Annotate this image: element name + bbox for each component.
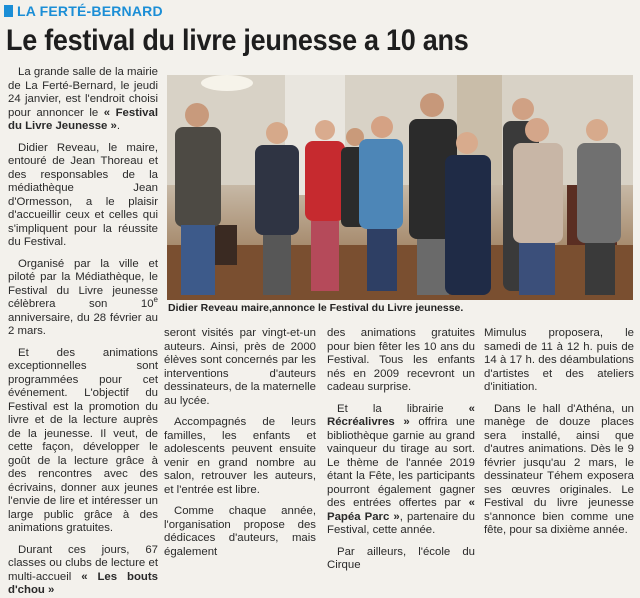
- people-illustration: [167, 75, 633, 300]
- paragraph: des animations gratuites pour bien fêter les 10 ans du Festival. Tous les enfants nés en 2009 recevront un cadeau surprise.: [327, 327, 475, 393]
- paragraph: Comme chaque année, l'organisation propose des dédicaces d'auteurs, mais également: [164, 505, 316, 558]
- article-column-2: [164, 327, 316, 558]
- headline: Le festival du livre jeunesse a 10 ans: [6, 24, 469, 57]
- paragraph: seront visités par vingt-et-un auteurs. Ainsi, près de 2000 élèves sont concernés par les interventions d'auteurs dessinateurs, de la maternelle au lycée.: [164, 327, 316, 407]
- show-through-left: [450, 4, 453, 16]
- paragraph: Didier Reveau, le maire, entouré de Jean Thoreau et des responsables de la médiathèque Jean d'Ormesson, a le plaisir d'accueillir ceux et celles qui s'impliquent pour la réussite du Festival.: [8, 141, 158, 248]
- paragraph: Par ailleurs, l'école du Cirque: [327, 545, 475, 571]
- paragraph: Dans le hall d'Athéna, un manège de douze places sera installé, ainsi que d'autres animations. Dès le 9 février jusqu'au 2 mars, le dessinateur Téhem exposera ses œuvres originales. Le Festival du livre jeunesse s'annonce bien comme une fête, pour sa dixième année.: [484, 402, 634, 536]
- paragraph: Et la librairie « Récréalivres » offrira une bibliothèque garnie au grand vainqueur du tirage au sort. Le thème de l'année 2019 étant la Fête, les participants pourront également gagner des entrées offertes par « Papéa Parc », partenaire du Festival, cette année.: [327, 402, 475, 536]
- paragraph: La grande salle de la mairie de La Ferté-Bernard, le jeudi 24 janvier, est l'endroit choisi pour annoncer le « Festival du Livre Jeunesse ».: [8, 66, 159, 132]
- paragraph: Accompagnés de leurs familles, les enfants et adolescents peuvent ensuite venir en grand nombre au salon, retrouver les auteurs, et l'entrée est libre.: [164, 416, 316, 496]
- paragraph: Durant ces jours, 67 classes ou clubs de lecture et multi-accueil « Les bouts d'chou »: [8, 543, 159, 596]
- article-column-4: [484, 327, 634, 536]
- article-column-1: [8, 66, 159, 596]
- article-column-3: [327, 327, 475, 571]
- rubric-label: LA FERTÉ-BERNARD: [17, 3, 163, 19]
- event-photo: [167, 75, 633, 300]
- paragraph: Mimulus proposera, le samedi de 11 à 12 h. puis de 14 à 17 h. des déambulations d'artistes et des ateliers d'initiation.: [484, 327, 634, 393]
- rubric-square-icon: [4, 5, 13, 17]
- photo-caption: Didier Reveau maire,annonce le Festival du Livre jeunesse.: [168, 302, 464, 314]
- paragraph: Organisé par la ville et piloté par la Médiathèque, le Festival du Livre jeunesse célèbrera son 10e anniversaire, du 28 février au 2 mars.: [8, 257, 158, 337]
- section-rubric: [4, 3, 163, 19]
- paragraph: Et des animations exceptionnelles sont programmées pour cet événement. L'objectif du Festival est la promotion du livre et de la lecture auprès de la jeunesse. Il veut, de cette façon, développer le goût de la lecture grâce à des rencontres avec des écrivains, donner aux jeunes l'envie de lire et intéresser un large public grâce à des animations gratuites.: [8, 346, 158, 534]
